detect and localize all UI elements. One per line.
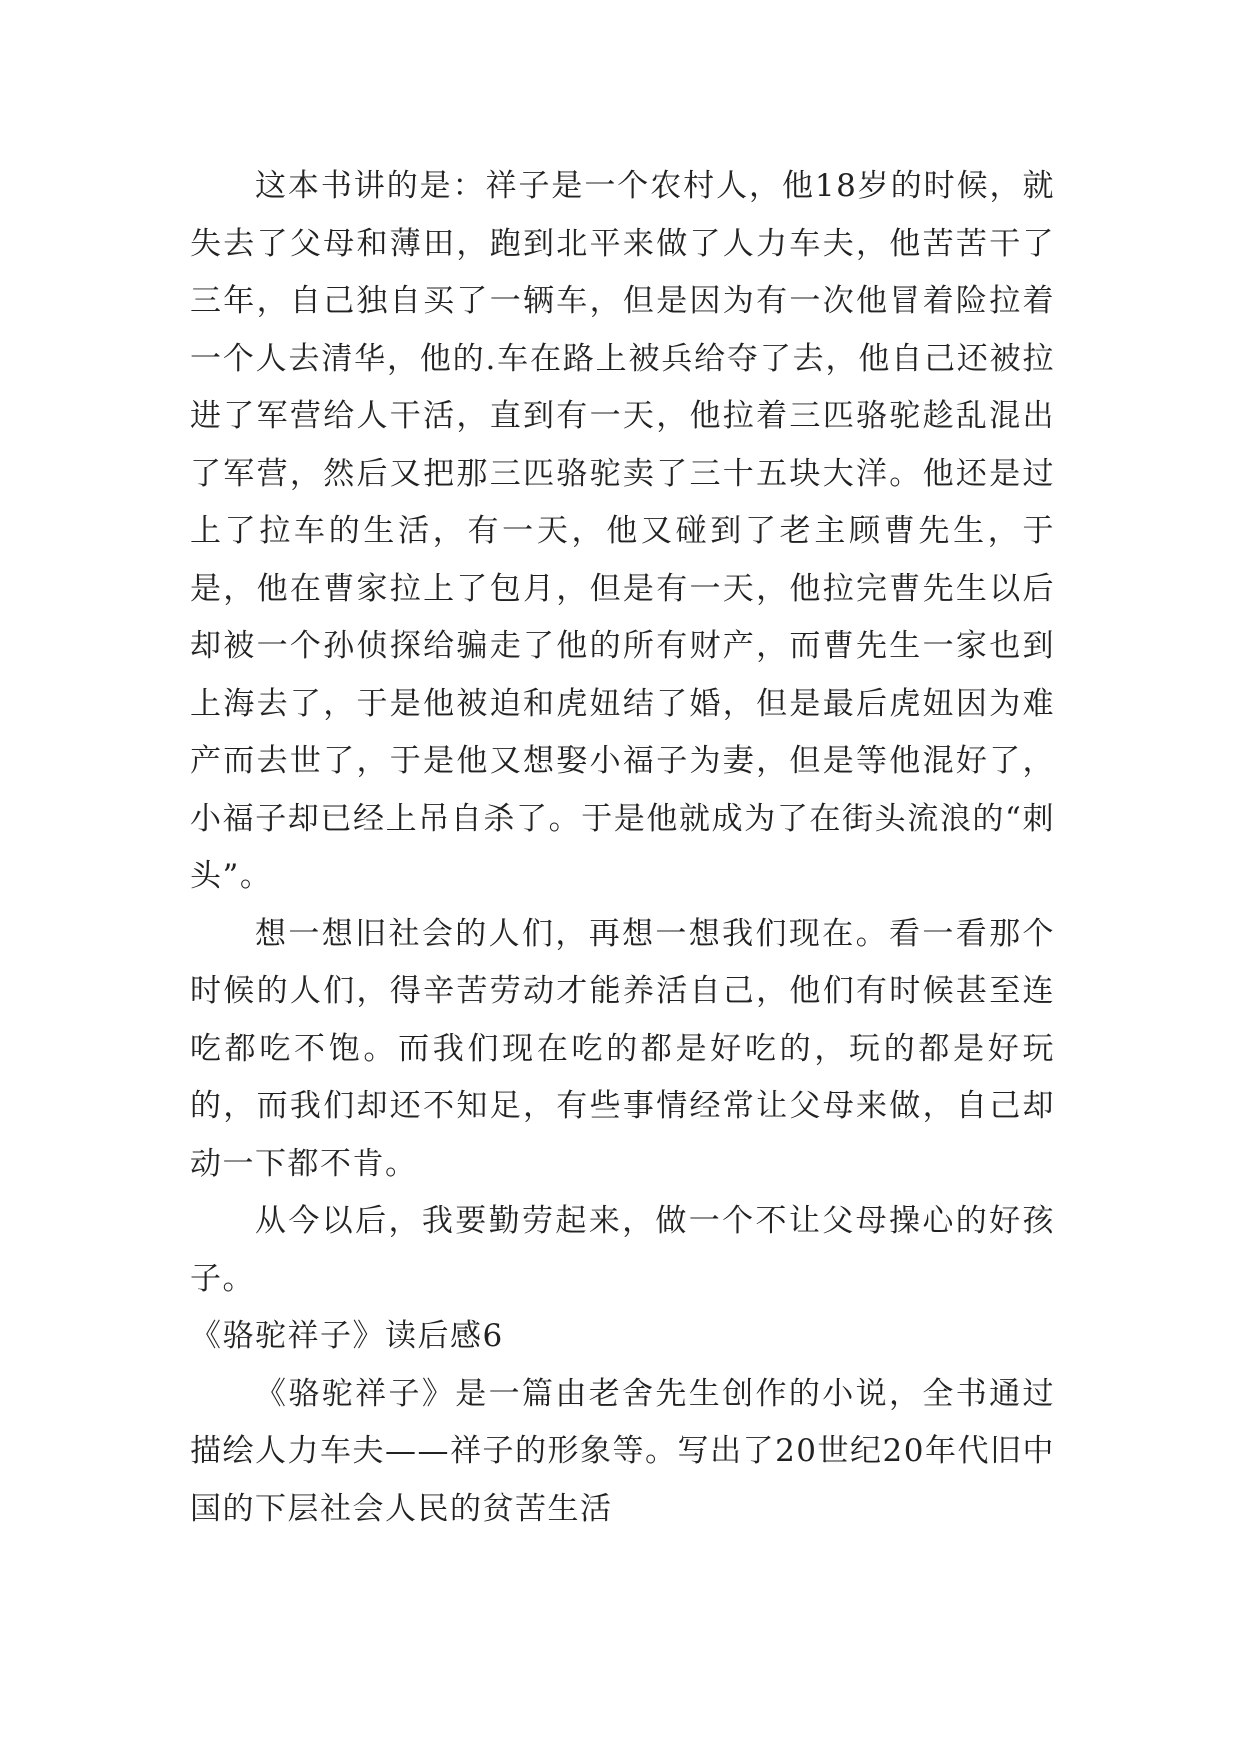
document-page <box>190 158 1055 1538</box>
body-paragraph-3: 从今以后，我要勤劳起来，做一个不让父母操心的好孩子。 <box>190 1203 1055 1297</box>
section-heading: 《骆驼祥子》读后感6 <box>190 1318 504 1354</box>
body-paragraph-1: 这本书讲的是：祥子是一个农村人，他18岁的时候，就失去了父母和薄田，跑到北平来做了人力车夫，他苦苦干了三年，自己独自买了一辆车，但是因为有一次他冒着险拉着一个人去清华，他的.车在路上被兵给夺了去，他自己还被拉进了军营给人干活，直到有一天，他拉着三匹骆驼趁乱混出了军营，然后又把那三匹骆驼卖了三十五块大洋。他还是过上了拉车的生活，有一天，他又碰到了老主顾曹先生，于是，他在曹家拉上了包月，但是有一天，他拉完曹先生以后却被一个孙侦探给骗走了他的所有财产，而曹先生一家也到上海去了，于是他被迫和虎妞结了婚，但是最后虎妞因为难产而去世了，于是他又想娶小福子为妻，但是等他混好了，小福子却已经上吊自杀了。于是他就成为了在街头流浪的“刺头”。 <box>190 168 1055 894</box>
section-paragraph: 《骆驼祥子》是一篇由老舍先生创作的小说，全书通过描绘人力车夫——祥子的形象等。写出了20世纪20年代旧中国的下层社会人民的贫苦生活 <box>190 1375 1055 1527</box>
body-paragraph-2: 想一想旧社会的人们，再想一想我们现在。看一看那个时候的人们，得辛苦劳动才能养活自己，他们有时候甚至连吃都吃不饱。而我们现在吃的都是好吃的，玩的都是好玩的，而我们却还不知足，有些事情经常让父母来做，自己却动一下都不肯。 <box>190 915 1055 1182</box>
